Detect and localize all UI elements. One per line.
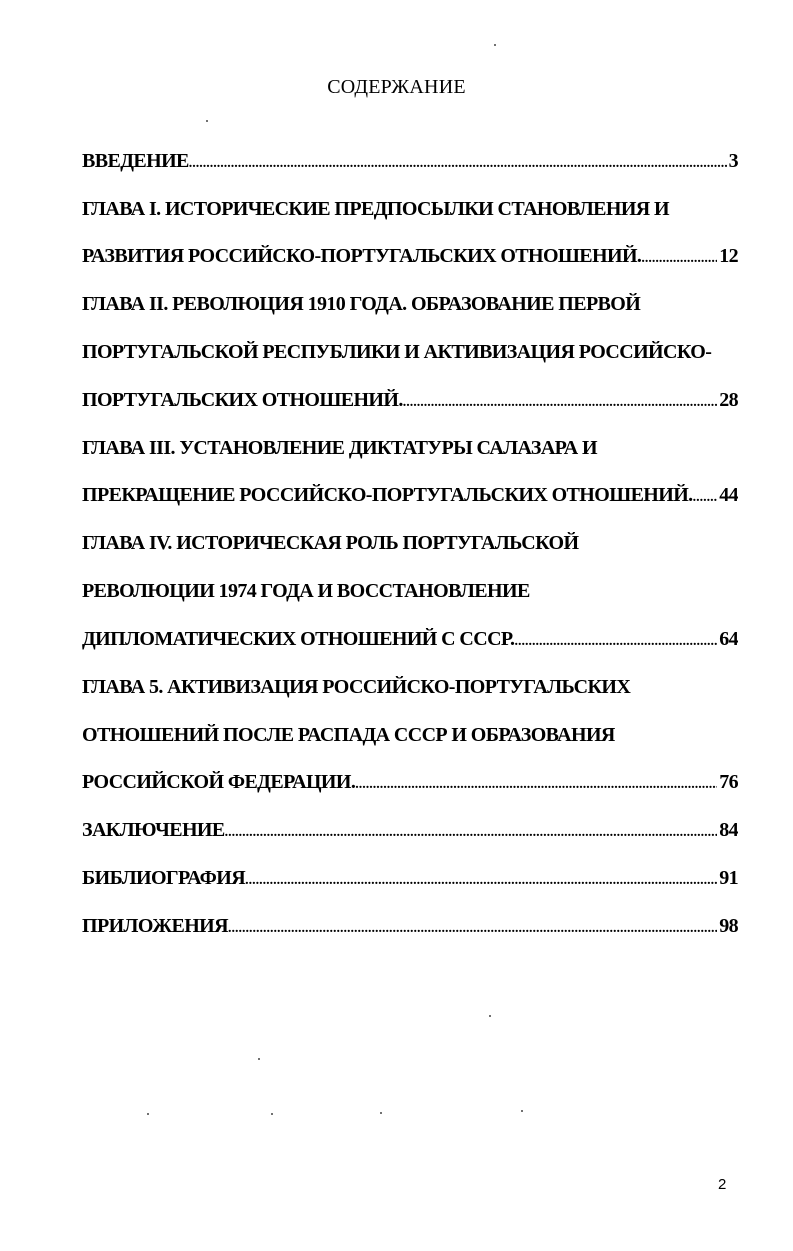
toc-entry-page: 44 [719,484,738,506]
toc-entry-text: ГЛАВА IV. ИСТОРИЧЕСКАЯ РОЛЬ ПОРТУГАЛЬСКОЙ [82,532,579,554]
toc-entry-chapter-1-line-2 [82,245,738,275]
toc-entry-text: ПОРТУГАЛЬСКИХ ОТНОШЕНИЙ. [82,389,403,411]
toc-entry-text: ЗАКЛЮЧЕНИЕ [82,819,225,841]
toc-entry-conclusion [82,819,738,849]
scan-speck [521,1110,523,1112]
toc-entry-text: ОТНОШЕНИЙ ПОСЛЕ РАСПАДА СССР И ОБРАЗОВАНИЯ [82,724,615,746]
toc-entry-introduction [82,150,738,180]
toc-entry-text: ПРЕКРАЩЕНИЕ РОССИЙСКО-ПОРТУГАЛЬСКИХ ОТНОШЕНИЙ. [82,484,693,506]
toc-entry-chapter-4-line-1 [82,532,738,562]
toc-entry-text: ГЛАВА II. РЕВОЛЮЦИЯ 1910 ГОДА. ОБРАЗОВАНИЕ ПЕРВОЙ [82,293,641,315]
toc-entry-page: 91 [719,867,738,889]
scan-speck [271,1113,273,1115]
toc-entry-chapter-5-line-1 [82,676,738,706]
toc-leader-dots [245,873,717,889]
toc-entry-page: 12 [719,245,738,267]
toc-entry-text: ГЛАВА 5. АКТИВИЗАЦИЯ РОССИЙСКО-ПОРТУГАЛЬСКИХ [82,676,631,698]
toc-entry-chapter-4-line-2 [82,580,738,610]
toc-entry-chapter-5-line-2 [82,724,738,754]
toc-entry-chapter-2-line-3 [82,389,738,419]
scan-speck [489,1015,491,1017]
toc-entry-text: РОССИЙСКОЙ ФЕДЕРАЦИИ. [82,771,356,793]
toc-entry-text: ГЛАВА I. ИСТОРИЧЕСКИЕ ПРЕДПОСЫЛКИ СТАНОВЛЕНИЯ И [82,198,669,220]
toc-entry-chapter-4-line-3 [82,628,738,658]
toc-entry-chapter-5-line-3 [82,771,738,801]
toc-entry-chapter-3-line-1 [82,437,738,467]
page-title: СОДЕРЖАНИЕ [327,76,466,98]
toc-leader-dots [189,156,727,172]
toc-entry-bibliography [82,867,738,897]
scan-speck [147,1113,149,1115]
scan-speck [258,1058,260,1060]
toc-entry-page: 28 [719,389,738,411]
toc-leader-dots [693,490,718,506]
scan-speck [206,120,208,122]
toc-entry-text: ПРИЛОЖЕНИЯ [82,915,228,937]
toc-entry-chapter-1-line-1 [82,198,738,228]
toc-entry-text: ДИПЛОМАТИЧЕСКИХ ОТНОШЕНИЙ С СССР. [82,628,515,650]
toc-entry-text: РЕВОЛЮЦИИ 1974 ГОДА И ВОССТАНОВЛЕНИЕ [82,580,530,602]
toc-leader-dots [228,921,717,937]
toc-entry-page: 64 [719,628,738,650]
scan-speck [380,1112,382,1114]
toc-entry-page: 84 [719,819,738,841]
toc-entry-text: ГЛАВА III. УСТАНОВЛЕНИЕ ДИКТАТУРЫ САЛАЗАРА И [82,437,597,459]
toc-entry-page: 3 [728,150,738,172]
page-number: 2 [718,1176,727,1193]
toc-entry-text: ПОРТУГАЛЬСКОЙ РЕСПУБЛИКИ И АКТИВИЗАЦИЯ РОССИЙСКО- [82,341,712,363]
toc-leader-dots [514,634,717,650]
toc-entry-text: ВВЕДЕНИЕ [82,150,189,172]
toc-entry-chapter-2-line-1 [82,293,738,323]
toc-entry-chapter-2-line-2 [82,341,738,371]
toc-leader-dots [225,825,718,841]
toc-entry-appendices [82,915,738,945]
toc-entry-page: 76 [719,771,738,793]
toc-entry-page: 98 [719,915,738,937]
toc-entry-text: РАЗВИТИЯ РОССИЙСКО-ПОРТУГАЛЬСКИХ ОТНОШЕНИЙ. [82,245,642,267]
toc-leader-dots [355,777,717,793]
toc-leader-dots [641,251,717,267]
toc-leader-dots [403,395,717,411]
toc-entry-chapter-3-line-2 [82,484,738,514]
toc-entry-text: БИБЛИОГРАФИЯ [82,867,246,889]
scan-speck [494,44,496,46]
